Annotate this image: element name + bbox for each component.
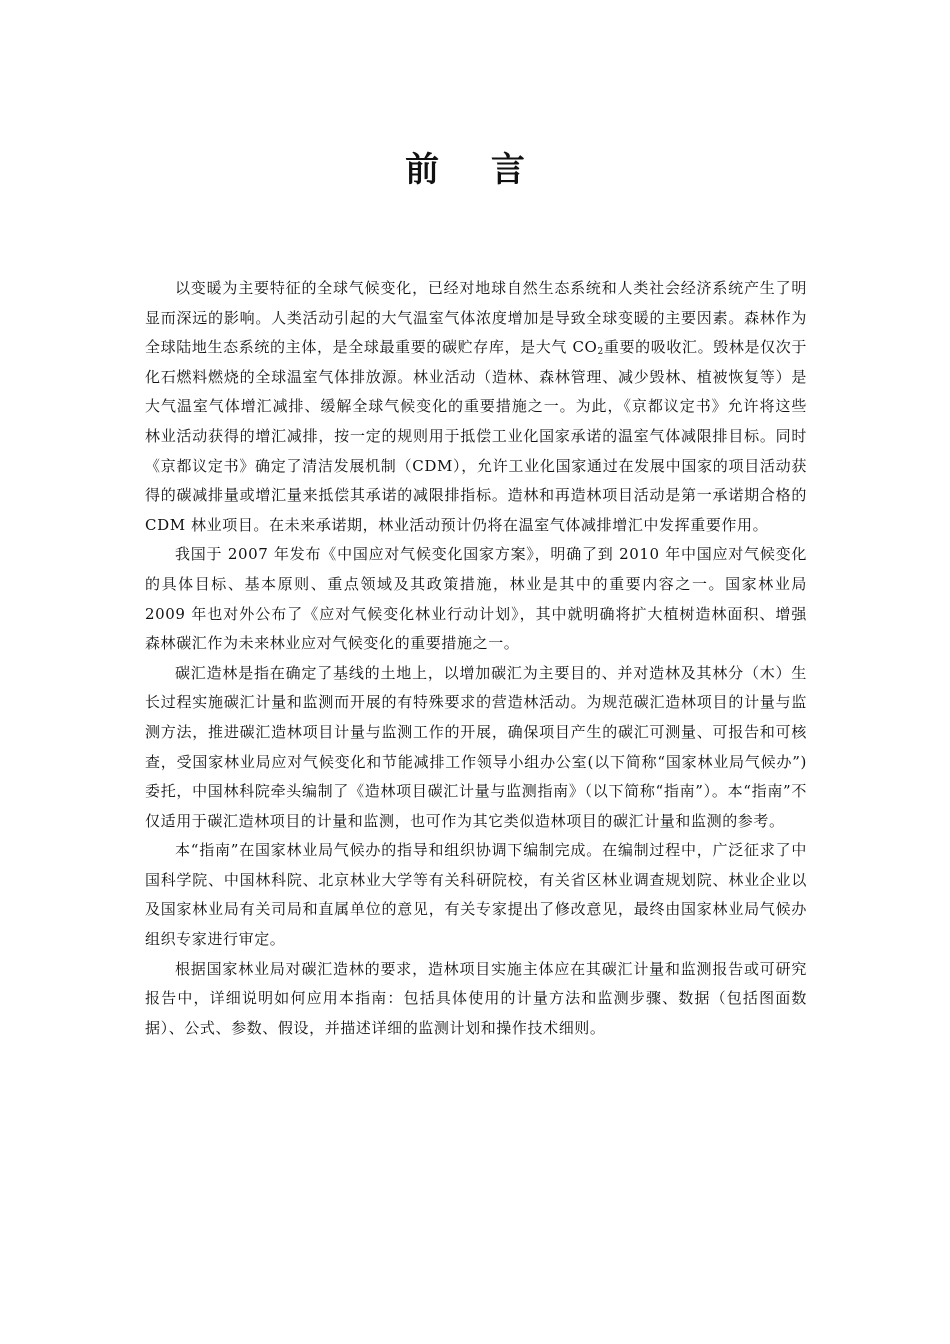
paragraph-1-part-a: 以变暖为主要特征的全球气候变化，已经对地球自然生态系统和人类社会经济系统产生了明显而深远的影响。人类活动引起的大气温室气体浓度增加是导致全球变暖的主要因素。森林作为全球陆地生态系统的主体，是全球最重要的碳贮存库，是大气 (145, 279, 807, 357)
co2-base: CO (572, 338, 598, 357)
co2-subscript: 2 (597, 347, 604, 358)
paragraph-3: 碳汇造林是指在确定了基线的土地上，以增加碳汇为主要目的、并对造林及其林分（木）生长过程实施碳汇计量和监测而开展的有特殊要求的营造林活动。为规范碳汇造林项目的计量与监测方法，推进碳汇造林项目计量与监测工作的开展，确保项目产生的碳汇可测量、可报告和可核查，受国家林业局应对气候变化和节能减排工作领导小组办公室(以下简称“国家林业局气候办”)委托，中国林科院牵头编制了《造林项目碳汇计量与监测指南》（以下简称“指南”）。本“指南”不仅适用于碳汇造林项目的计量和监测，也可作为其它类似造林项目的碳汇计量和监测的参考。 (145, 663, 807, 830)
co2-formula (572, 338, 603, 356)
paragraph-1-part-b: 重要的吸收汇。毁林是仅次于化石燃料燃烧的全球温室气体排放源。林业活动（造林、森林管理、减少毁林、植被恢复等）是大气温室气体增汇减排、缓解全球气候变化的重要措施之一。为此，《京都议定书》允许将这些林业活动获得的增汇减排，按一定的规则用于抵偿工业化国家承诺的温室气体减限排目标。同时《京都议定书》确定了清洁发展机制（CDM），允许工业化国家通过在发展中国家的项目活动获得的碳减排量或增汇量来抵偿其承诺的减限排指标。造林和再造林项目活动是第一承诺期合格的 CDM 林业项目。在未来承诺期，林业活动预计仍将在温室气体减排增汇中发挥重要作用。 (145, 338, 807, 534)
paragraph-2: 我国于 2007 年发布《中国应对气候变化国家方案》，明确了到 2010 年中国应对气候变化的具体目标、基本原则、重点领域及其政策措施，林业是其中的重要内容之一。国家林业局 2009 年也对外公布了《应对气候变化林业行动计划》，其中就明确将扩大植树造林面积、增强森林碳汇作为未来林业应对气候变化的重要措施之一。 (145, 545, 807, 653)
preface-body (145, 274, 807, 1043)
paragraph-5: 根据国家林业局对碳汇造林的要求，造林项目实施主体应在其碳汇计量和监测报告或可研究报告中，详细说明如何应用本指南：包括具体使用的计量方法和监测步骤、数据（包括图面数据）、公式、参数、假设，并描述详细的监测计划和操作技术细则。 (145, 959, 807, 1037)
paragraph-1 (145, 274, 807, 540)
page-title: 前 言 (405, 150, 545, 190)
paragraph-4: 本“指南”在国家林业局气候办的指导和组织协调下编制完成。在编制过程中，广泛征求了中国科学院、中国林科院、北京林业大学等有关科研院校，有关省区林业调查规划院、林业企业以及国家林业局有关司局和直属单位的意见，有关专家提出了修改意见，最终由国家林业局气候办组织专家进行审定。 (145, 841, 807, 949)
